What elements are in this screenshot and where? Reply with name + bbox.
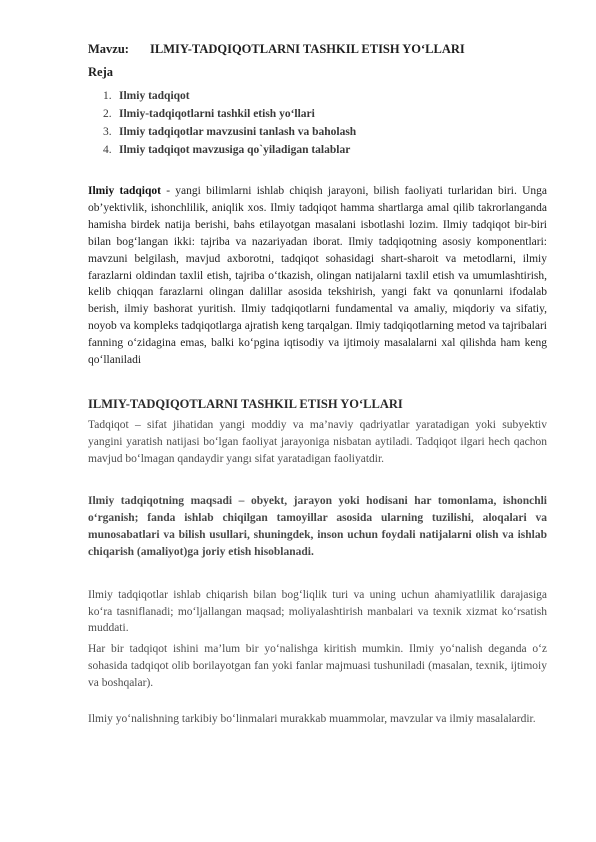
intro-term: Ilmiy tadqiqot <box>88 185 161 197</box>
plan-item: 2. Ilmiy-tadqiqotlarni tashkil etish yo‘llari <box>103 108 315 120</box>
section-title: ILMIY-TADQIQOTLARNI TASHKIL ETISH YO‘LLARI <box>88 397 403 411</box>
topic-label: Mavzu: <box>88 42 129 56</box>
topic-title: ILMIY-TADQIQOTLARNI TASHKIL ETISH YO‘LLARI <box>150 42 465 56</box>
section-paragraph-bold: Ilmiy tadqiqotning maqsadi – obyekt, jarayon yoki hodisani har tomonlama, ishonchli o‘rganish; fanda ishlab chiqilgan tamoyillar asosida ularning tuzilishi, aloqalari va munosabatlari va bilish usullari, shuningdek, inson uchun foydali natijalarni olish va ishlab chiqarish (amaliyot)ga joriy etish hisoblanadi. <box>88 495 547 558</box>
section-paragraph: Tadqiqot – sifat jihatidan yangi moddiy va ma’naviy qadriyatlar yaratadigan yoki subyektiv yangini yaratish natijasi bo‘lgan faoliyat jarayoniga nisbatan aytiladi. Tadqiqot ilgari hech qachon mavjud bo‘lmagan qandaydir yangı sifat yaratadigan faoliyatdir. <box>88 419 547 465</box>
topic-heading <box>88 42 465 57</box>
intro-text: - yangi bilimlarni ishlab chiqish jarayoni, bilish faoliyati turlaridan biri. Unga ob’yektivlik, ishonchlilik, aniqlik xos. Ilmiy tadqiqot hamma shartlarga amal qilib takrorlanganda hamisha birdek natija berishi, bahs etilayotgan masalani isbotlashi lozim. Ilmiy tadqiqot bir-biri bilan bog‘langan ikki: tajriba va nazariyadan iborat. Ilmiy tadqiqotning asosiy komponentlari: mavzuni belgilash, mavjud axborotni, tadqiqot sohasidagi shart-sharoit va metodlarni, ilmiy farazlarni oldindan taxlil etish, tajriba o‘tkazish, olingan natijalarni taxlil etish va umumlashtirish, kelib chiqqan farazlarni olingan dalillar asosida tekshirish, yangi fakt va qonunlarni ifodalab berish, ilmiy bashorat yuritish. Ilmiy tadqiqotlarni fundamental va amaliy, miqdoriy va sifatiy, noyob va kompleks tadqiqotlarga ajratish keng tarqalgan. Ilmiy tadqiqotlarning metod va tajribalari fanning o‘zidagina emas, balki ko‘pgina iqtisodiy va ijtimoiy masalalarni xal qilishda ham keng qo‘llaniladi <box>88 185 547 367</box>
section-paragraph: Har bir tadqiqot ishini ma’lum bir yo‘nalishga kiritish mumkin. Ilmiy yo‘nalish deganda o‘z sohasida tadqiqot olib borilayotgan fan yoki fanlar majmuasi tushuniladi (masalan, texnik, ijtimoiy va boshqalar). <box>88 643 547 689</box>
section-paragraph: Ilmiy yo‘nalishning tarkibiy bo‘linmalari murakkab muammolar, mavzular va ilmiy masalalardir. <box>88 713 536 725</box>
intro-paragraph <box>88 183 547 369</box>
plan-item-text: Ilmiy tadqiqotlar mavzusini tanlash va baholash <box>119 126 357 138</box>
plan-item: 1. Ilmiy tadqiqot <box>103 90 190 102</box>
plan-title: Reja <box>88 65 113 79</box>
plan-item-text: Ilmiy tadqiqot <box>119 90 190 102</box>
plan-item-text: Ilmiy-tadqiqotlarni tashkil etish yo‘llari <box>119 108 315 120</box>
section-paragraph: Ilmiy tadqiqotlar ishlab chiqarish bilan bog‘liqlik turi va uning uchun ahamiyatlilik darajasiga ko‘ra tasniflanadi; mo‘ljallangan maqsad; moliyalashtirish manbalari va texnik xizmat ko‘rsatish muddati. <box>88 589 547 634</box>
plan-item: 3. Ilmiy tadqiqotlar mavzusini tanlash va baholash <box>103 126 357 138</box>
plan-item: 4. Ilmiy tadqiqot mavzusiga qo`yiladigan talablar <box>103 144 351 156</box>
plan-item-text: Ilmiy tadqiqot mavzusiga qo`yiladigan talablar <box>119 144 351 156</box>
plan-list <box>103 90 356 162</box>
